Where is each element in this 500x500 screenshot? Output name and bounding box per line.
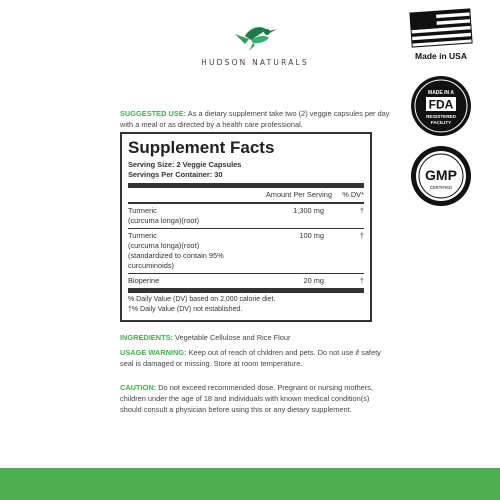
supplement-facts-panel — [120, 132, 372, 322]
divider — [128, 288, 364, 293]
facts-row — [128, 229, 364, 273]
fda-top-text: MADE IN A — [428, 90, 454, 96]
caution — [120, 382, 390, 415]
usage-warning-label: USAGE WARNING: — [120, 348, 187, 357]
usage-warning — [120, 347, 390, 369]
serving-size: Serving Size: 2 Veggie Capsules — [128, 160, 242, 169]
fda-line2-text: FACILITY — [430, 120, 452, 125]
ingredients — [120, 332, 390, 343]
ingredients-text: Vegetable Cellulose and Rice Flour — [172, 333, 291, 342]
ingredient-dv: † — [359, 276, 364, 285]
facts-title: Supplement Facts — [128, 138, 275, 157]
suggested-use-text: As a dietary supplement take two (2) veggie capsules per day with a meal or as directed by a health care professional. — [120, 109, 390, 129]
fda-main-text: FDA — [428, 97, 454, 112]
servings-per-container: Servings Per Container: 30 — [128, 170, 223, 179]
facts-header-row — [128, 188, 364, 202]
fda-line1-text: REGISTERED — [426, 114, 456, 119]
footer-bar — [0, 468, 500, 500]
ingredient-amount: 20 mg — [303, 276, 324, 285]
usage-warning-text: Keep out of reach of children and pets. Do not use if safety seal is damaged or missing. Store at room temperature. — [120, 348, 381, 368]
caution-label: CAUTION: — [120, 383, 157, 392]
ingredient-detail: (standardized to contain 95% curcuminoids) — [128, 251, 224, 270]
ingredient-dv: † — [359, 206, 364, 215]
dv-header: % DV* — [342, 190, 364, 199]
amount-header: Amount Per Serving — [265, 190, 332, 199]
ingredient-name: Turmeric — [128, 206, 157, 215]
facts-row — [128, 204, 364, 228]
hummingbird-icon — [231, 20, 279, 54]
ingredient-amount: 1,300 mg — [293, 206, 324, 215]
made-in-usa-label: Made in USA — [415, 51, 467, 61]
fda-badge-icon — [410, 75, 472, 137]
ingredients-label: INGREDIENTS: — [120, 333, 173, 342]
brand-name: HUDSON NATURALS — [201, 58, 309, 67]
ingredient-name: Turmeric — [128, 231, 157, 240]
gmp-sub-text: CERTIFIED — [429, 185, 453, 190]
ingredient-detail: (curcuma longa)(root) — [128, 241, 200, 250]
brand-logo — [175, 20, 335, 67]
certification-badges — [400, 8, 482, 207]
footnote-dv: % Daily Value (DV) based on 2,000 calorie diet. — [128, 296, 276, 303]
ingredient-name: Bioperine — [128, 276, 160, 285]
ingredient-detail: (curcuma longa)(root) — [128, 216, 200, 225]
usa-flag-icon — [408, 8, 474, 48]
facts-row — [128, 274, 364, 288]
suggested-use-label: SUGGESTED USE: — [120, 109, 187, 118]
ingredient-dv: † — [359, 231, 364, 240]
suggested-use — [120, 108, 390, 130]
footnote-not-established: †% Daily Value (DV) not established. — [128, 306, 243, 313]
caution-text: Do not exceed recommended dose. Pregnant or nursing mothers, children under the age of 18 and individuals with known medical condition(s) should consult a physician before using this or any dietary supplement. — [120, 383, 374, 414]
gmp-main-text: GMP — [425, 167, 457, 183]
gmp-badge-icon — [410, 145, 472, 207]
ingredient-amount: 100 mg — [299, 231, 324, 240]
